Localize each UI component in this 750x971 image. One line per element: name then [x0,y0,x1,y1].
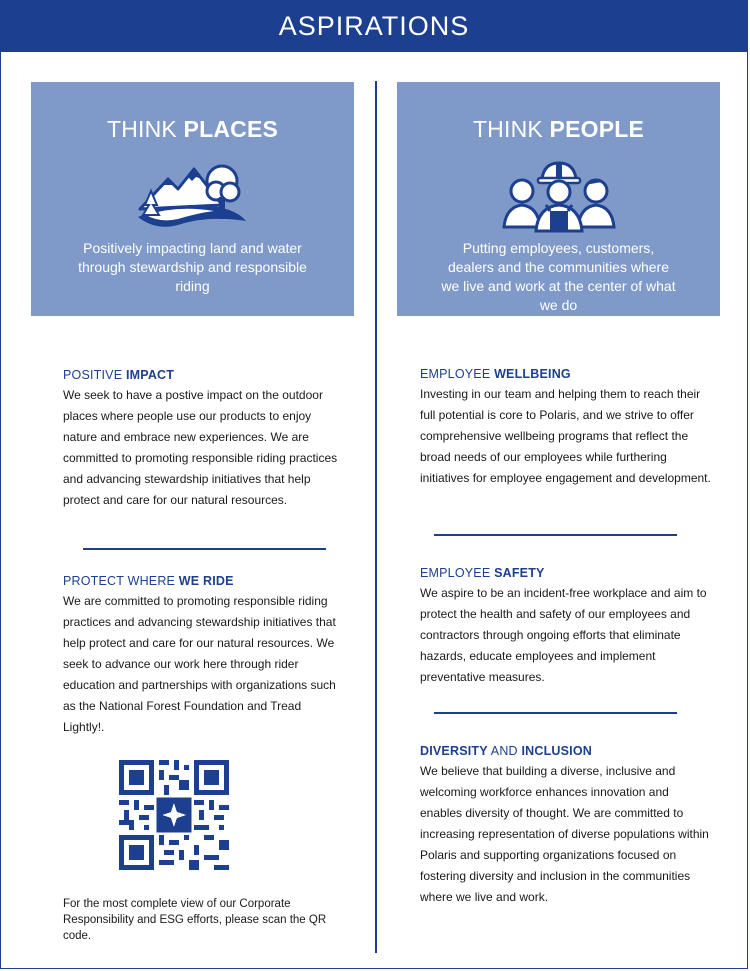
section-divider [434,534,677,536]
section-title-bold: IMPACT [125,368,175,382]
diversity-inclusion-section [420,744,712,908]
card-title-bold: PLACES [183,116,279,142]
think-people-title [397,116,720,143]
section-divider [434,712,677,714]
protect-where-we-ride-title [63,574,338,588]
card-title-bold: PEOPLE [549,116,645,142]
employee-wellbeing-body: Investing in our team and helping them to reach their full potential is core to Polaris, and we strive to offer comprehensive wellbeing programs that reflect the broad needs of our employees while furthering initiatives for employee engagement and development. [420,387,711,485]
protect-where-we-ride-body: We are committed to promoting responsible riding practices and advancing stewardship initiatives that help protect and care for our natural resources. We seek to advance our work here through rider education and partnerships with organizations such as the National Forest Foundation and Tread Lightly!. [63,594,336,734]
section-divider [83,548,326,550]
positive-impact-title [63,368,338,382]
qr-code[interactable] [119,760,229,870]
employee-safety-title [420,566,712,580]
section-title-bold: SAFETY [494,566,545,580]
card-title-light: THINK [106,116,184,142]
people-group-icon [484,155,634,235]
mountain-tree-icon [118,155,268,235]
section-title-bold: INCLUSION [521,744,593,758]
diversity-inclusion-title [420,744,712,758]
section-title-bold: DIVERSITY [420,744,488,758]
positive-impact-section [63,368,338,511]
employee-safety-body: We aspire to be an incident-free workplace and aim to protect the health and safety of our employees and contractors through ongoing efforts that eliminate hazards, educate employees and implement preventative measures. [420,586,707,684]
diversity-inclusion-body: We believe that building a diverse, inclusive and welcoming workforce enhances innovation and enables diversity of thought. We are committed to increasing representation of diverse populations within Polaris and supporting organizations focused on fostering diversity and inclusion in the communities where we live and work. [420,764,709,904]
section-title-light: PROTECT WHERE [63,574,179,588]
protect-where-we-ride-section [63,574,338,738]
positive-impact-body: We seek to have a postive impact on the outdoor places where people use our products to enjoy nature and embrace new experiences. We are committed to promoting responsible riding practices and advancing stewardship initiatives that help protect and care for our natural resources. [63,388,338,507]
employee-wellbeing-section [420,367,712,489]
page-title: ASPIRATIONS [278,11,470,41]
vertical-divider [375,81,377,953]
header-banner [1,1,747,52]
think-places-card [31,82,354,316]
think-places-title [31,116,354,143]
section-title-light: EMPLOYEE [420,566,495,580]
section-title-bold: WELLBEING [494,367,571,381]
section-title-light: EMPLOYEE [420,367,495,381]
employee-safety-section [420,566,712,688]
employee-wellbeing-title [420,367,712,381]
qr-caption: For the most complete view of our Corporate Responsibility and ESG efforts, please scan the QR code. [63,898,327,942]
section-title-light: POSITIVE [63,368,126,382]
card-title-light: THINK [472,116,550,142]
think-people-card [397,82,720,316]
think-people-text: Putting employees, customers, dealers and the communities where we live and work at the center of what we do [441,240,676,313]
section-title-bold: WE RIDE [178,574,234,588]
section-title-light: AND [487,744,522,758]
think-places-text: Positively impacting land and water through stewardship and responsible riding [78,240,307,294]
